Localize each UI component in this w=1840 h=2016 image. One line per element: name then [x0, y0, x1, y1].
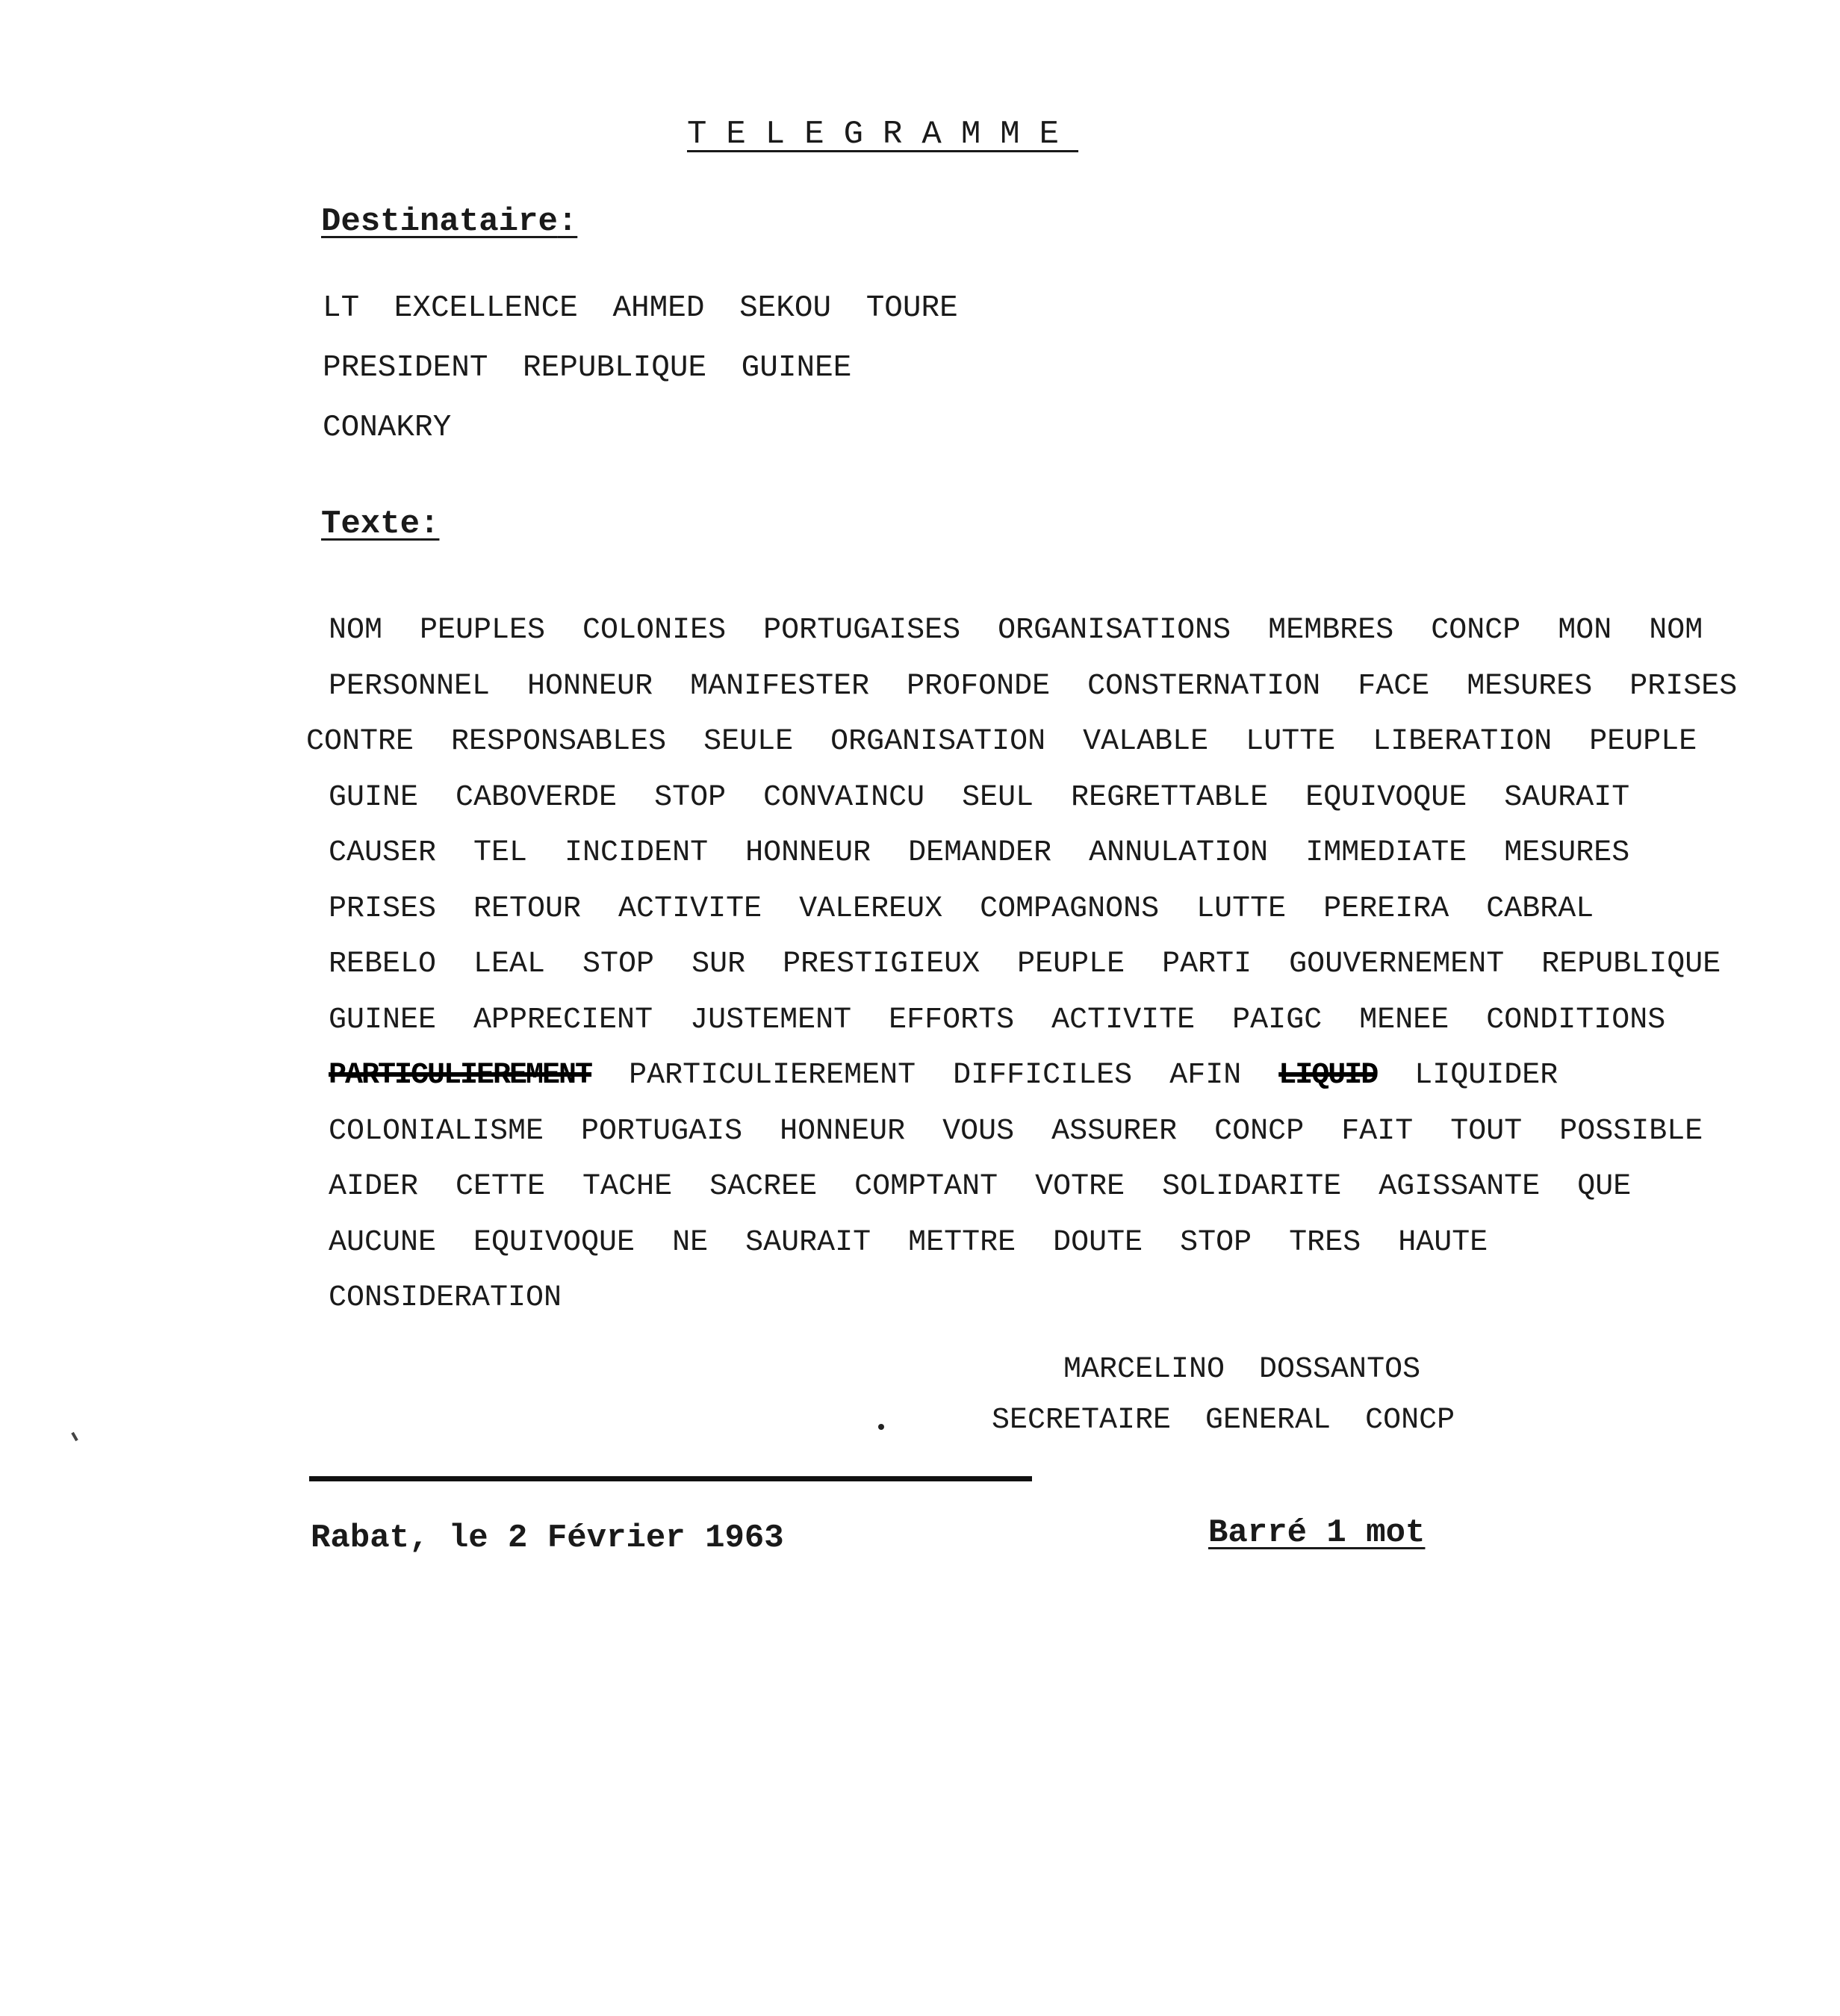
struck-out-word: LIQUID	[1278, 1059, 1378, 1092]
recipient-label-text: Destinataire	[321, 203, 558, 240]
ink-dot	[878, 1424, 884, 1430]
body-line-middle: PARTICULIEREMENT DIFFICILES AFIN	[629, 1059, 1242, 1092]
document-title: TELEGRAMME	[687, 116, 1079, 153]
body-line-with-strikeouts	[306, 1048, 1792, 1104]
ink-speck	[71, 1432, 78, 1441]
place-date: Rabat, le 2 Février 1963	[311, 1519, 784, 1557]
body-line: PERSONNEL HONNEUR MANIFESTER PROFONDE CONSTERNATION FACE MESURES PRISES	[329, 669, 1738, 703]
signature-name: MARCELINO DOSSANTOS	[1063, 1353, 1421, 1387]
body-line: PRISES RETOUR ACTIVITE VALEREUX COMPAGNONS LUTTE PEREIRA CABRAL	[329, 892, 1594, 926]
body-line: NOM PEUPLES COLONIES PORTUGAISES ORGANISATIONS MEMBRES CONCP MON NOM	[329, 614, 1703, 647]
telegram-body	[306, 603, 1792, 1327]
body-line: CAUSER TEL INCIDENT HONNEUR DEMANDER ANNULATION IMMEDIATE MESURES	[329, 836, 1630, 870]
body-line: GUINE CABOVERDE STOP CONVAINCU SEUL REGRETTABLE EQUIVOQUE SAURAIT	[329, 780, 1630, 815]
text-label-text: Texte	[321, 505, 420, 543]
signature-title: SECRETAIRE GENERAL CONCP	[992, 1404, 1455, 1437]
body-line: CONSIDERATION	[329, 1281, 562, 1315]
text-label	[321, 505, 439, 543]
recipient-label-colon: :	[557, 203, 578, 240]
body-line: AUCUNE EQUIVOQUE NE SAURAIT METTRE DOUTE STOP TRES HAUTE	[329, 1225, 1488, 1260]
body-line: REBELO LEAL STOP SUR PRESTIGIEUX PEUPLE PARTI GOUVERNEMENT REPUBLIQUE	[329, 948, 1721, 981]
horizontal-rule	[309, 1476, 1032, 1481]
recipient-line-1: LT EXCELLENCE AHMED SEKOU TOURE	[323, 291, 958, 326]
body-line: AIDER CETTE TACHE SACREE COMPTANT VOTRE SOLIDARITE AGISSANTE QUE	[329, 1170, 1632, 1204]
body-line: CONTRE RESPONSABLES SEULE ORGANISATION VALABLE LUTTE LIBERATION PEUPLE	[306, 725, 1697, 759]
correction-note: Barré 1 mot	[1208, 1514, 1426, 1552]
body-line: COLONIALISME PORTUGAIS HONNEUR VOUS ASSURER CONCP FAIT TOUT POSSIBLE	[329, 1114, 1703, 1148]
struck-out-word: PARTICULIEREMENT	[329, 1059, 592, 1092]
recipient-line-2: PRESIDENT REPUBLIQUE GUINEE	[323, 351, 852, 385]
body-line-end: LIQUIDER	[1414, 1059, 1558, 1092]
recipient-line-3: CONAKRY	[323, 411, 452, 445]
text-label-colon: :	[420, 505, 440, 543]
body-line: GUINEE APPRECIENT JUSTEMENT EFFORTS ACTIVITE PAIGC MENEE CONDITIONS	[329, 1003, 1666, 1037]
recipient-label	[321, 203, 577, 240]
